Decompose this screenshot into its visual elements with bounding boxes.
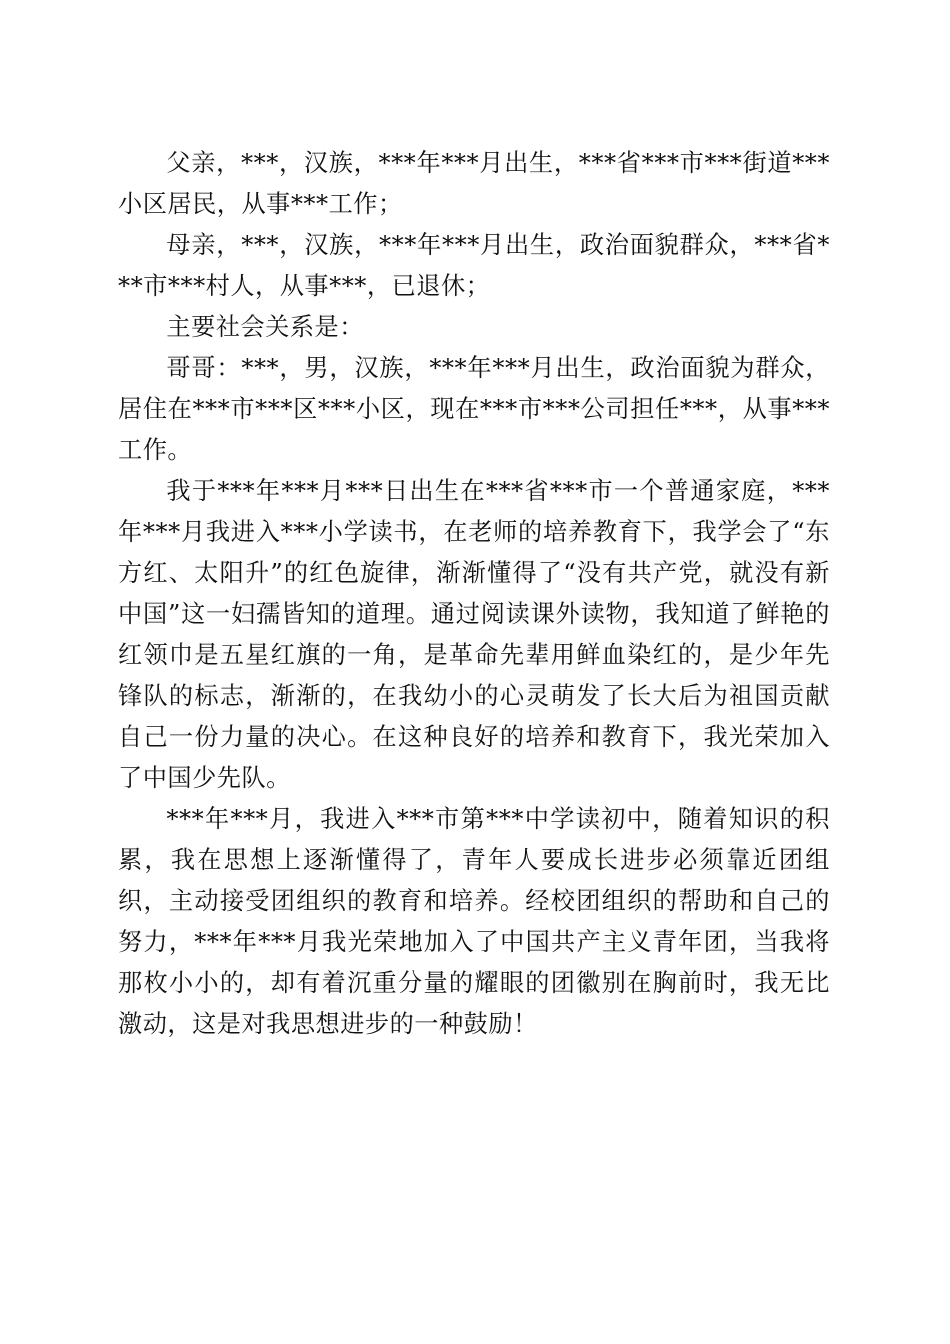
- paragraph-father: 父亲，***，汉族，***年***月出生，***省***市***街道***小区居民，从事***工作；: [118, 149, 830, 218]
- paragraph-middle-school: ***年***月，我进入***市第***中学读初中，随着知识的积累，我在思想上逐渐懂得了，青年人要成长进步必须靠近团组织，主动接受团组织的教育和培养。经校团组织的帮助和自己的努力，***年***月我光荣地加入了中国共产主义青年团，当我将那枚小小的，却有着沉重分量的耀眼的团徽别在胸前时，我无比激动，这是对我思想进步的一种鼓励！: [118, 805, 830, 1038]
- paragraph-mother: 母亲，***，汉族，***年***月出生，政治面貌群众，***省***市***村人，从事***，已退休；: [118, 231, 830, 300]
- paragraph-brother: 哥哥：***，男，汉族，***年***月出生，政治面貌为群众，居住在***市***区***小区，现在***市***公司担任***，从事***工作。: [118, 354, 830, 464]
- paragraph-social-relations-heading: 主要社会关系是：: [166, 313, 364, 341]
- document-body: [118, 143, 830, 1045]
- paragraph-primary-school: 我于***年***月***日出生在***省***市一个普通家庭，***年***月我进入***小学读书，在老师的培养教育下，我学会了“东方红、太阳升”的红色旋律，渐渐懂得了“没有共产党，就没有新中国”这一妇孺皆知的道理。通过阅读课外读物，我知道了鲜艳的红领巾是五星红旗的一角，是革命先辈用鲜血染红的，是少年先锋队的标志，渐渐的，在我幼小的心灵萌发了长大后为祖国贡献自己一份力量的决心。在这种良好的培养和教育下，我光荣加入了中国少先队。: [118, 477, 830, 792]
